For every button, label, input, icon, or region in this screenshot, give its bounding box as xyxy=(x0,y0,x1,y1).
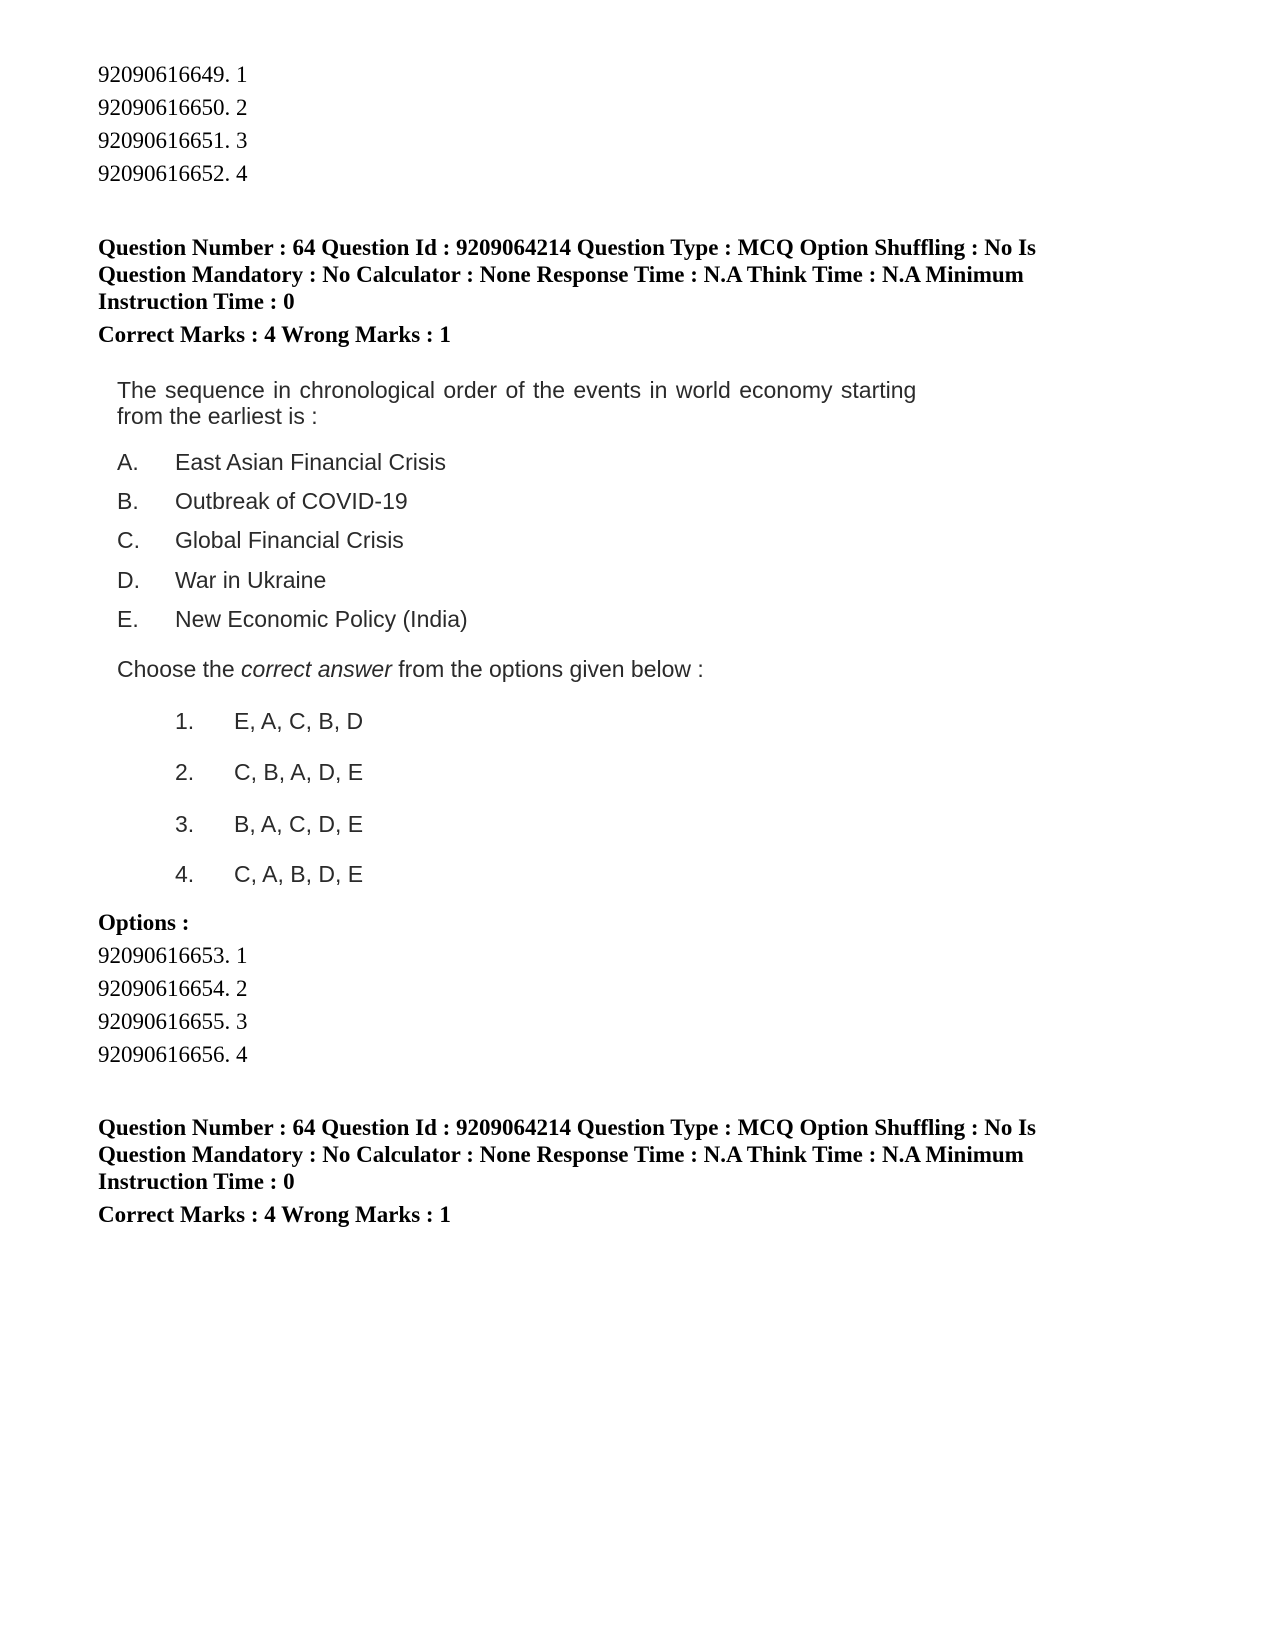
event-letter: A. xyxy=(117,449,139,475)
event-text: War in Ukraine xyxy=(175,567,327,593)
choose-suffix: from the options given below : xyxy=(391,656,704,682)
event-text: Global Financial Crisis xyxy=(175,527,404,553)
choose-prefix: Choose the xyxy=(117,656,242,682)
event-text: New Economic Policy (India) xyxy=(175,606,468,632)
event-letter: D. xyxy=(117,567,140,593)
top-option-3: 92090616651. 3 xyxy=(98,128,248,153)
event-text: Outbreak of COVID-19 xyxy=(175,488,408,514)
top-option-2: 92090616650. 2 xyxy=(98,95,248,120)
question-meta-line-2: Question Mandatory : No Calculator : None Response Time : N.A Think Time : N.A Minimum xyxy=(98,262,1024,287)
event-letter: B. xyxy=(117,488,139,514)
question-meta-line-1: Question Number : 64 Question Id : 9209064214 Question Type : MCQ Option Shuffling : No Is xyxy=(98,1115,1037,1140)
answer-number: 2. xyxy=(175,759,195,785)
question-meta-line-1: Question Number : 64 Question Id : 9209064214 Question Type : MCQ Option Shuffling : No Is xyxy=(98,235,1037,260)
option-id-3: 92090616655. 3 xyxy=(98,1009,248,1034)
question-stem-line-2: from the earliest is : xyxy=(117,403,318,429)
answer-number: 4. xyxy=(175,861,195,887)
top-option-4: 92090616652. 4 xyxy=(98,161,248,186)
question-meta-line-3: Instruction Time : 0 xyxy=(98,1169,295,1194)
question-marks: Correct Marks : 4 Wrong Marks : 1 xyxy=(98,1202,451,1227)
answer-text: C, A, B, D, E xyxy=(234,861,364,887)
question-marks: Correct Marks : 4 Wrong Marks : 1 xyxy=(98,322,451,347)
option-id-2: 92090616654. 2 xyxy=(98,976,248,1001)
option-id-1: 92090616653. 1 xyxy=(98,943,248,968)
question-meta-line-2: Question Mandatory : No Calculator : None Response Time : N.A Think Time : N.A Minimum xyxy=(98,1142,1024,1167)
event-text: East Asian Financial Crisis xyxy=(175,449,446,475)
answer-text: C, B, A, D, E xyxy=(234,759,364,785)
answer-text: E, A, C, B, D xyxy=(234,708,364,734)
answer-number: 1. xyxy=(175,708,195,734)
question-meta-line-3: Instruction Time : 0 xyxy=(98,289,295,314)
question-stem-line-1: The sequence in chronological order of the events in world economy starting xyxy=(117,377,917,403)
answer-number: 3. xyxy=(175,811,195,837)
option-id-4: 92090616656. 4 xyxy=(98,1042,248,1067)
answer-text: B, A, C, D, E xyxy=(234,811,364,837)
top-option-1: 92090616649. 1 xyxy=(98,62,248,87)
choose-instruction xyxy=(117,656,704,683)
choose-emphasis: correct answer xyxy=(241,656,392,682)
options-heading: Options : xyxy=(98,910,190,935)
event-letter: E. xyxy=(117,606,139,632)
event-letter: C. xyxy=(117,527,140,553)
